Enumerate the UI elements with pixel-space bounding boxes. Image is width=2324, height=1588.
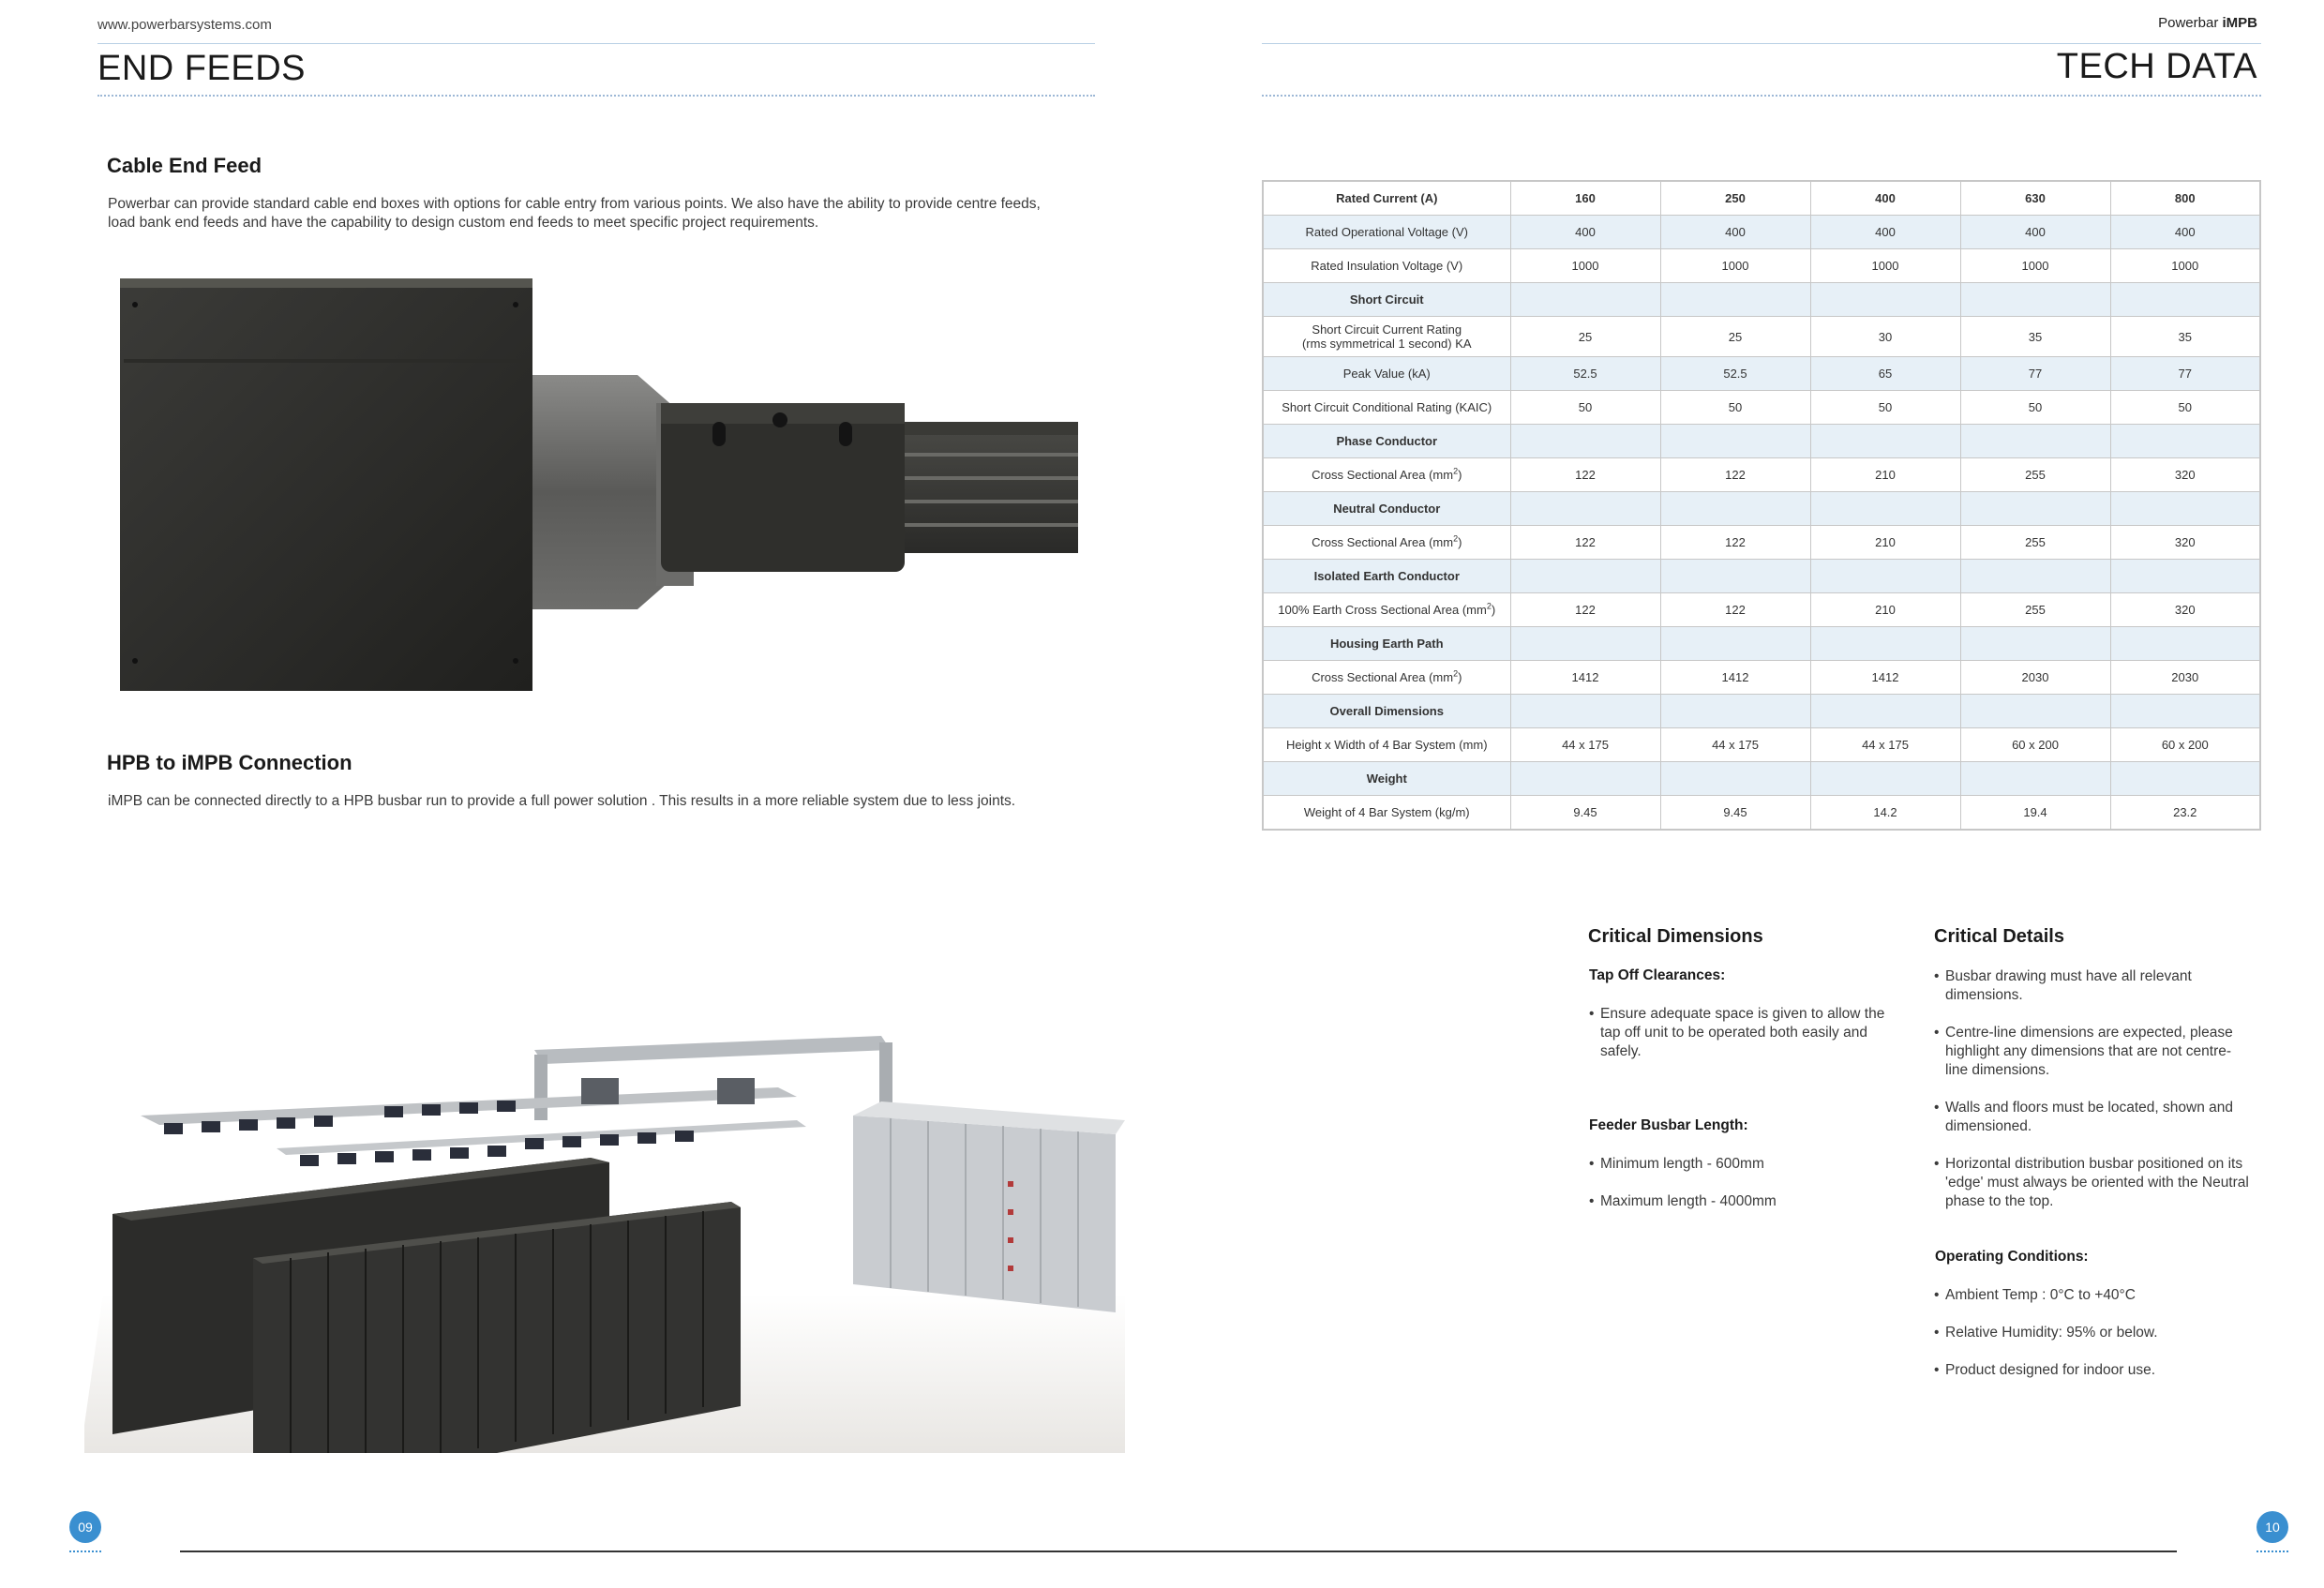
list-item: • Relative Humidity: 95% or below.: [1934, 1324, 2253, 1342]
table-cell: [1810, 560, 1960, 593]
table-cell: [1810, 492, 1960, 526]
table-header-cell: 630: [1960, 181, 2110, 216]
section-label: [1263, 627, 1510, 661]
row-label-text: Neutral Conductor: [1333, 502, 1441, 516]
page-title-right: TECH DATA: [2056, 47, 2257, 86]
table-cell: [1960, 627, 2110, 661]
row-label-text: Cross Sectional Area (mm: [1312, 535, 1454, 549]
table-section-row: [1263, 762, 2260, 796]
table-cell: 210: [1810, 458, 1960, 492]
feeder-length-list: [1589, 1155, 1889, 1211]
table-cell: 9.45: [1510, 796, 1660, 831]
brand-prefix: Powerbar: [2158, 15, 2223, 31]
list-item: • Horizontal distribution busbar positioned on its 'edge' must always be oriented with the Neutral phase to the top.: [1934, 1155, 2253, 1211]
table-row: [1263, 661, 2260, 695]
table-row: [1263, 458, 2260, 492]
section-label: [1263, 695, 1510, 728]
table-cell: 122: [1510, 593, 1660, 627]
table-cell: [1960, 492, 2110, 526]
table-cell: [1510, 762, 1660, 796]
table-cell: [1960, 560, 2110, 593]
table-cell: [1960, 425, 2110, 458]
section-label: [1263, 762, 1510, 796]
table-cell: 9.45: [1660, 796, 1810, 831]
row-label: [1263, 661, 1510, 695]
table-cell: 52.5: [1660, 357, 1810, 391]
table-cell: 50: [1810, 391, 1960, 425]
table-cell: [1660, 283, 1810, 317]
table-cell: [2110, 492, 2260, 526]
table-cell: 400: [1510, 216, 1660, 249]
table-cell: 1000: [1660, 249, 1810, 283]
table-section-row: [1263, 425, 2260, 458]
page-number-left: 09: [69, 1511, 101, 1543]
table-cell: 320: [2110, 526, 2260, 560]
table-section-row: [1263, 492, 2260, 526]
table-cell: 65: [1810, 357, 1960, 391]
table-cell: 50: [1960, 391, 2110, 425]
hpb-connection-heading: HPB to iMPB Connection: [107, 751, 352, 774]
table-cell: [2110, 560, 2260, 593]
table-cell: 122: [1660, 458, 1810, 492]
table-cell: 14.2: [1810, 796, 1960, 831]
table-cell: [2110, 695, 2260, 728]
table-cell: 122: [1660, 593, 1810, 627]
table-cell: 60 x 200: [2110, 728, 2260, 762]
row-label-text: Phase Conductor: [1336, 434, 1438, 448]
table-cell: [1510, 425, 1660, 458]
table-cell: [1810, 695, 1960, 728]
table-section-row: [1263, 283, 2260, 317]
list-item: • Product designed for indoor use.: [1934, 1361, 2253, 1380]
row-label-text: Isolated Earth Conductor: [1313, 569, 1460, 583]
list-item: • Ambient Temp : 0°C to +40°C: [1934, 1286, 2253, 1305]
table-section-row: [1263, 560, 2260, 593]
hpb-connection-text: iMPB can be connected directly to a HPB busbar run to provide a full power solution . This results in a more reliable system due to less joints.: [108, 793, 1016, 809]
table-cell: 1000: [1810, 249, 1960, 283]
row-label: [1263, 728, 1510, 762]
table-cell: 122: [1510, 458, 1660, 492]
row-label: [1263, 593, 1510, 627]
table-header-cell: 250: [1660, 181, 1810, 216]
row-label-text: Weight of 4 Bar System (kg/m): [1303, 805, 1470, 819]
table-cell: 255: [1960, 458, 2110, 492]
table-cell: 400: [1810, 216, 1960, 249]
page-number-right: 10: [2257, 1511, 2288, 1543]
row-label: [1263, 526, 1510, 560]
header-rule-right: [1262, 43, 2261, 44]
row-label: [1263, 357, 1510, 391]
row-label-text: Weight: [1366, 772, 1407, 786]
row-label-text: Cross Sectional Area (mm: [1312, 670, 1454, 684]
table-cell: 1412: [1660, 661, 1810, 695]
table-cell: 23.2: [2110, 796, 2260, 831]
unit-close: ): [1458, 670, 1462, 684]
list-item: • Maximum length - 4000mm: [1589, 1192, 1889, 1211]
table-header-cell: Rated Current (A): [1263, 181, 1510, 216]
unit-close: ): [1458, 468, 1462, 482]
table-cell: [2110, 283, 2260, 317]
list-item: • Minimum length - 600mm: [1589, 1155, 1889, 1174]
website-url[interactable]: www.powerbarsystems.com: [97, 17, 272, 33]
table-cell: 1000: [1960, 249, 2110, 283]
table-cell: 122: [1660, 526, 1810, 560]
table-cell: [1660, 762, 1810, 796]
row-label: [1263, 796, 1510, 831]
row-label-text: Housing Earth Path: [1329, 637, 1444, 651]
table-row: [1263, 593, 2260, 627]
tech-data-table: [1262, 180, 2261, 831]
page-number-dots-right: [2257, 1551, 2288, 1552]
table-cell: 1412: [1810, 661, 1960, 695]
unit-close: ): [1458, 535, 1462, 549]
brand-label: [2158, 15, 2257, 31]
unit-superscript: 2: [1453, 466, 1459, 476]
table-cell: [1510, 627, 1660, 661]
table-row: [1263, 317, 2260, 357]
table-cell: 400: [1660, 216, 1810, 249]
row-label-text: Rated Insulation Voltage (V): [1311, 259, 1463, 273]
table-cell: [1510, 492, 1660, 526]
unit-superscript: 2: [1453, 533, 1459, 544]
footer-rule: [180, 1551, 2177, 1552]
table-row: [1263, 526, 2260, 560]
cable-end-feed-text-line1: Powerbar can provide standard cable end boxes with options for cable entry from various points. We also have the ability to provide centre feeds,: [108, 196, 1041, 212]
row-label-text: Short Circuit Current Rating: [1312, 322, 1462, 337]
table-cell: 400: [1960, 216, 2110, 249]
list-item: • Busbar drawing must have all relevant dimensions.: [1934, 967, 2253, 1005]
table-cell: 255: [1960, 526, 2110, 560]
critical-details-heading: Critical Details: [1934, 926, 2064, 947]
table-row: [1263, 249, 2260, 283]
feeder-length-heading: Feeder Busbar Length:: [1589, 1117, 1748, 1133]
table-cell: [1660, 425, 1810, 458]
table-cell: 25: [1660, 317, 1810, 357]
table-cell: 44 x 175: [1510, 728, 1660, 762]
table-row: [1263, 216, 2260, 249]
table-cell: 25: [1510, 317, 1660, 357]
table-cell: 400: [2110, 216, 2260, 249]
table-cell: 1000: [2110, 249, 2260, 283]
cable-end-feed-heading: Cable End Feed: [107, 154, 262, 177]
table-cell: [1810, 425, 1960, 458]
table-header-cell: 800: [2110, 181, 2260, 216]
table-cell: [1960, 283, 2110, 317]
list-item: • Walls and floors must be located, shown and dimensioned.: [1934, 1099, 2253, 1136]
table-cell: 2030: [2110, 661, 2260, 695]
table-row: [1263, 391, 2260, 425]
table-header-cell: 400: [1810, 181, 1960, 216]
list-item: • Centre-line dimensions are expected, please highlight any dimensions that are not centre-line dimensions.: [1934, 1024, 2253, 1080]
table-cell: [1810, 627, 1960, 661]
section-label: [1263, 425, 1510, 458]
table-cell: 52.5: [1510, 357, 1660, 391]
title-rule-right: [1262, 95, 2261, 97]
table-row: [1263, 357, 2260, 391]
table-cell: [1810, 762, 1960, 796]
table-row: [1263, 728, 2260, 762]
row-label-text: Cross Sectional Area (mm: [1312, 468, 1454, 482]
table-cell: 30: [1810, 317, 1960, 357]
table-cell: [1660, 492, 1810, 526]
row-label-text: Short Circuit: [1349, 292, 1424, 307]
row-label-text: Overall Dimensions: [1329, 704, 1444, 718]
section-label: [1263, 560, 1510, 593]
table-cell: 35: [1960, 317, 2110, 357]
row-label: [1263, 317, 1510, 357]
table-cell: 19.4: [1960, 796, 2110, 831]
table-cell: [1510, 695, 1660, 728]
table-cell: 320: [2110, 458, 2260, 492]
table-cell: 122: [1510, 526, 1660, 560]
table-cell: 60 x 200: [1960, 728, 2110, 762]
table-cell: [1660, 695, 1810, 728]
table-header-cell: 160: [1510, 181, 1660, 216]
table-section-row: [1263, 695, 2260, 728]
unit-superscript: 2: [1453, 668, 1459, 679]
hpb-system-image: [84, 1012, 1125, 1453]
page-number-dots-left: [69, 1551, 101, 1552]
table-cell: [1960, 762, 2110, 796]
table-cell: [2110, 627, 2260, 661]
table-cell: [1810, 283, 1960, 317]
table-row: [1263, 796, 2260, 831]
cable-end-feed-image: [112, 267, 1078, 698]
table-cell: [1660, 560, 1810, 593]
table-cell: 35: [2110, 317, 2260, 357]
table-cell: 255: [1960, 593, 2110, 627]
table-cell: 1412: [1510, 661, 1660, 695]
table-cell: [2110, 425, 2260, 458]
table-section-row: [1263, 627, 2260, 661]
table-cell: [2110, 762, 2260, 796]
cable-end-feed-text-line2: load bank end feeds and have the capability to design custom end feeds to meet specific project requirements.: [108, 215, 819, 231]
operating-conditions-list: [1934, 1286, 2253, 1380]
header-rule-left: [97, 43, 1095, 44]
page-title-left: END FEEDS: [97, 49, 306, 88]
table-cell: 77: [1960, 357, 2110, 391]
table-cell: 210: [1810, 526, 1960, 560]
section-label: [1263, 283, 1510, 317]
row-label: [1263, 216, 1510, 249]
tap-off-list: [1589, 1005, 1889, 1061]
table-cell: [1960, 695, 2110, 728]
critical-details-list: [1934, 967, 2253, 1211]
table-cell: [1660, 627, 1810, 661]
row-label: [1263, 458, 1510, 492]
unit-superscript: 2: [1486, 601, 1492, 611]
row-label-text: Rated Operational Voltage (V): [1305, 225, 1468, 239]
row-label-text: Height x Width of 4 Bar System (mm): [1285, 738, 1488, 752]
operating-conditions-heading: Operating Conditions:: [1935, 1249, 2089, 1265]
critical-dimensions-heading: Critical Dimensions: [1588, 926, 1763, 947]
table-cell: 50: [1510, 391, 1660, 425]
table-cell: 50: [2110, 391, 2260, 425]
table-cell: 77: [2110, 357, 2260, 391]
table-cell: 1000: [1510, 249, 1660, 283]
table-cell: 50: [1660, 391, 1810, 425]
table-cell: [1510, 560, 1660, 593]
row-label: [1263, 391, 1510, 425]
row-label-text: Peak Value (kA): [1342, 367, 1431, 381]
row-label-text: Short Circuit Conditional Rating (KAIC): [1282, 400, 1492, 414]
table-cell: [1510, 283, 1660, 317]
tap-off-heading: Tap Off Clearances:: [1589, 967, 1726, 983]
list-item: • Ensure adequate space is given to allow the tap off unit to be operated both easily and safely.: [1589, 1005, 1889, 1061]
table-cell: 320: [2110, 593, 2260, 627]
brand-bold: iMPB: [2222, 15, 2257, 31]
row-label-text: 100% Earth Cross Sectional Area (mm: [1278, 603, 1487, 617]
table-cell: 44 x 175: [1810, 728, 1960, 762]
table-cell: 2030: [1960, 661, 2110, 695]
table-cell: 210: [1810, 593, 1960, 627]
table-header-row: [1263, 181, 2260, 216]
title-rule-left: [97, 95, 1095, 97]
cable-end-feed-text: [108, 195, 1120, 232]
row-label-text-2: (rms symmetrical 1 second) KA: [1301, 337, 1472, 351]
row-label: [1263, 249, 1510, 283]
unit-close: ): [1491, 603, 1496, 617]
section-label: [1263, 492, 1510, 526]
table-cell: 44 x 175: [1660, 728, 1810, 762]
